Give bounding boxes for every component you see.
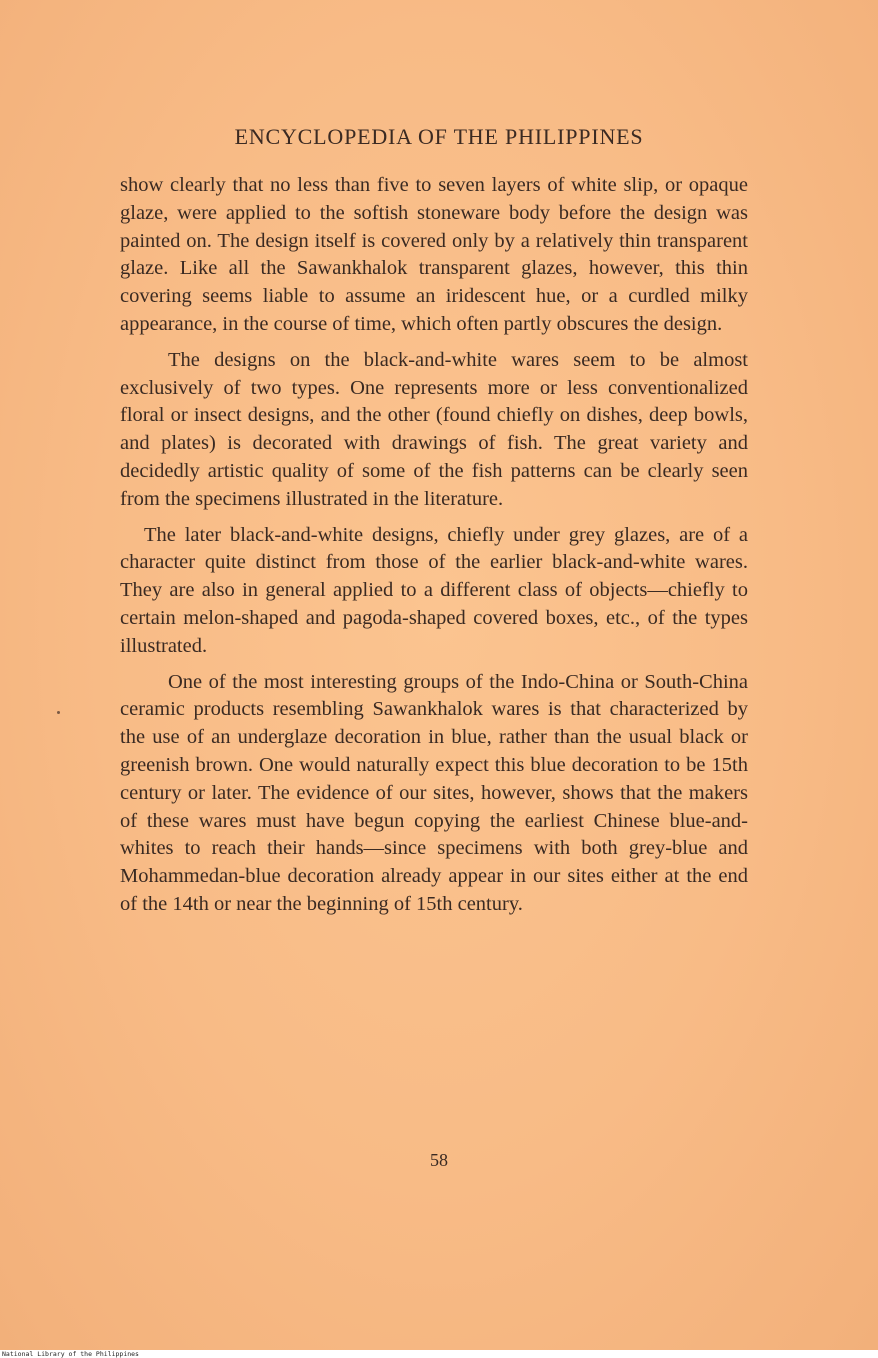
paragraph-3: The later black-and-white designs, chiefly under grey glazes, are of a character quite distinct from those of the earlier black-and-white wares. They are also in general applied to a different class of objects—chiefly to certain melon-shaped and pagoda-shaped covered boxes, etc., of the types illustrated.: [120, 523, 748, 657]
running-header: ENCYCLOPEDIA OF THE PHILIPPINES: [234, 124, 644, 149]
paragraph-4: One of the most interesting groups of the Indo-China or South-China ceramic products resembling Sawankhalok wares is that characterized by the use of an underglaze decoration in blue, rather than the usual black or greenish brown. One would naturally expect this blue decoration to be 15th century or later. The evidence of our sites, however, shows that the makers of these wares must have begun copying the earliest Chinese blue-and-whites to reach their hands—since specimens with both grey-blue and Mohammedan-blue decoration already appear in our sites either at the end of the 14th or near the beginning of 15th century.: [120, 670, 748, 915]
body-text: [120, 172, 748, 927]
paper-speck: [57, 711, 60, 714]
paragraph-2: The designs on the black-and-white wares seem to be almost exclusively of two types. One represents more or less conventionalized floral or insect designs, and the other (found chiefly on dishes, deep bowls, and plates) is decorated with drawings of fish. The great variety and decidedly artistic quality of some of the fish patterns can be clearly seen from the specimens illustrated in the literature.: [120, 348, 748, 510]
library-credit: National Library of the Philippines: [2, 1350, 139, 1358]
paragraph-1: show clearly that no less than five to seven layers of white slip, or opaque glaze, were applied to the softish stoneware body before the design was painted on. The design itself is covered only by a relatively thin transparent glaze. Like all the Sawankhalok transparent glazes, however, this thin covering seems liable to assume an iridescent hue, or a curdled milky appearance, in the course of time, which often partly obscures the design.: [120, 174, 748, 335]
page-number: 58: [430, 1150, 448, 1170]
